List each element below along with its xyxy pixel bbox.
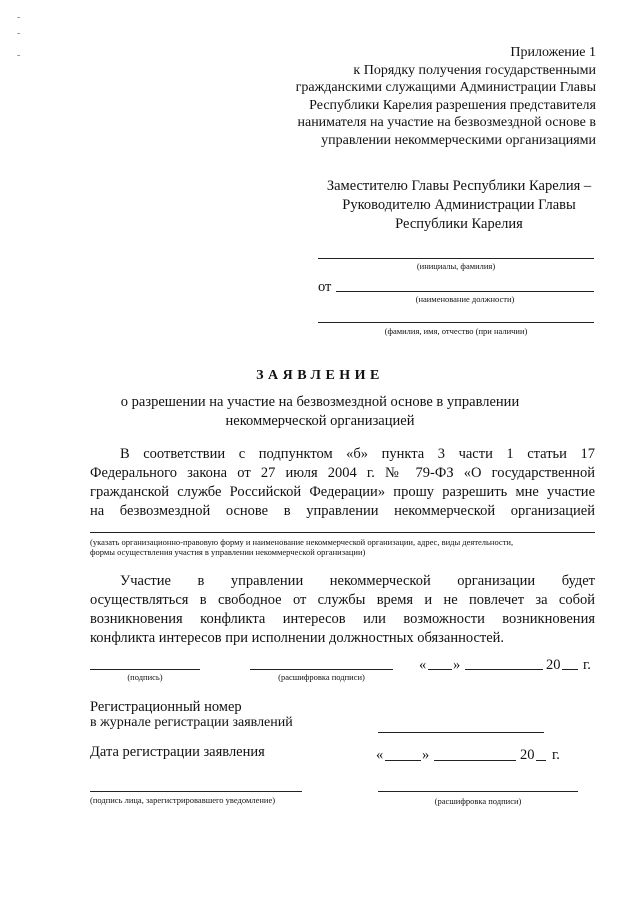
body-line: осуществляться в свободное от службы время и не повлечет за собой [90,592,595,608]
registrar-decode-field-line[interactable] [378,791,578,792]
scan-speck: - [17,12,21,23]
document-subtitle [60,393,580,431]
registration-year-prefix: 20 [520,747,535,763]
registration-date-close-quote: » [422,747,430,763]
date-year-suffix: г. [583,657,591,673]
position-caption: (наименование должности) [415,294,515,304]
registrar-signature-field-line[interactable] [90,791,302,792]
fullname-caption: (фамилия, имя, отчество (при наличии) [384,326,528,336]
registration-date-label: Дата регистрации заявления [90,744,265,760]
organization-caption: формы осуществления участия в управлении некоммерческой организации) [90,547,366,557]
registration-date-open-quote: « [376,747,384,763]
annex-line: Республики Карелия разрешения представителя [309,97,596,113]
registration-year-suffix: г. [552,747,560,763]
organization-field-line[interactable] [90,532,595,533]
signature-decode-caption: (расшифровка подписи) [278,672,365,682]
document-title: ЗАЯВЛЕНИЕ [256,368,384,383]
from-label: от [318,279,332,295]
scan-speck: - [17,50,21,61]
fullname-field-line[interactable] [318,322,594,323]
signature-decode-field-line[interactable] [250,669,393,670]
date-year-field-line[interactable] [562,669,578,670]
annex-header [276,44,596,149]
date-year-prefix: 20 [546,657,561,673]
addressee-line: Республики Карелия [395,216,523,232]
body-line: на безвозмездной основе в управлении некоммерческой организацией [90,503,595,519]
annex-line: гражданскими служащими Администрации Главы [295,80,596,95]
subtitle-line: о разрешении на участие на безвозмездной основе в управлении [120,394,520,410]
date-day-field-line[interactable] [428,669,452,670]
body-line: В соответствии с подпунктом «б» пункта 3 части 1 статьи 17 [120,446,595,462]
addressee-line: Заместителю Главы Республики Карелия – [326,178,592,194]
registration-number-label: в журнале регистрации заявлений [90,715,293,730]
registration-number-field-line[interactable] [378,732,544,733]
body-line: Участие в управлении некоммерческой организации будет [120,573,595,589]
registration-year-field-line[interactable] [536,760,546,761]
initials-field-line[interactable] [318,258,594,259]
subtitle-line: некоммерческой организацией [225,413,415,429]
body-line: возникновения конфликта интересов или возможности возникновения [90,611,595,627]
registration-number-label: Регистрационный номер [90,699,242,715]
addressee-line: Руководителю Администрации Главы [342,197,576,213]
organization-caption: (указать организационно-правовую форму и наименование некоммерческой организации, адрес, виды деятельности, [90,537,514,547]
annex-line: нанимателя на участие на безвозмездной основе в [297,115,596,130]
addressee-block [300,177,618,234]
registration-day-field-line[interactable] [385,760,421,761]
annex-line: к Порядку получения государственными [353,62,596,78]
annex-line: Приложение 1 [510,45,596,60]
annex-line: управлении некоммерческими организациями [321,132,596,148]
date-month-field-line[interactable] [465,669,543,670]
registrar-signature-caption: (подпись лица, зарегистрировавшего уведомление) [90,795,276,805]
registration-month-field-line[interactable] [434,760,516,761]
position-field-line[interactable] [336,291,594,292]
body-line: конфликта интересов при исполнении должностных обязанностей. [90,630,505,646]
signature-caption: (подпись) [127,672,163,682]
signature-field-line[interactable] [90,669,200,670]
initials-caption: (инициалы, фамилия) [416,261,496,271]
date-close-quote: » [453,657,461,673]
date-open-quote: « [419,657,427,673]
body-line: гражданской службе Российской Федерации» прошу разрешить мне участие [90,484,595,500]
scan-speck: - [17,28,21,39]
registrar-decode-caption: (расшифровка подписи) [434,796,522,806]
body-line: Федерального закона от 27 июля 2004 г. № 79-ФЗ «О государственной [90,465,595,481]
